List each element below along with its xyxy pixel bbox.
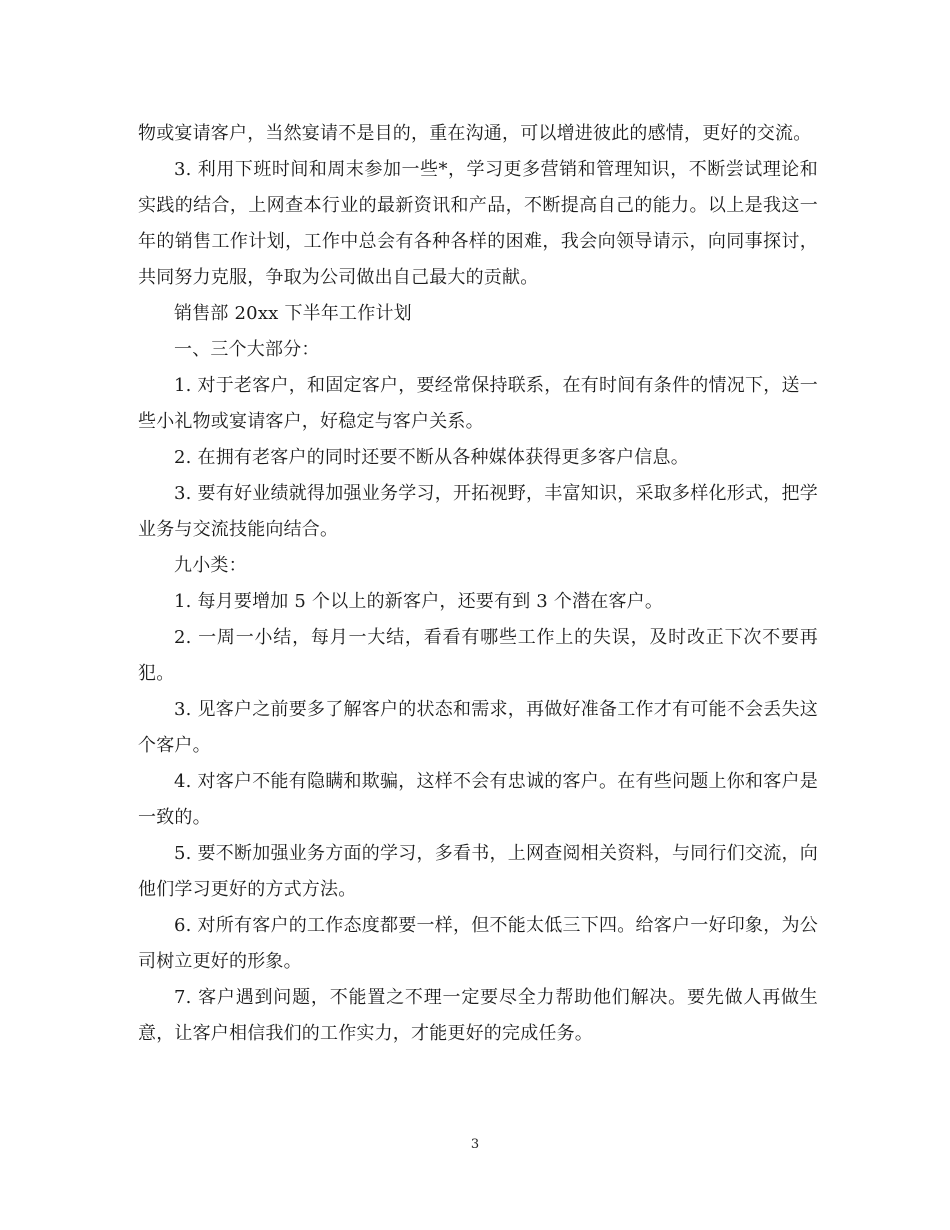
list-item: 7. 客户遇到问题，不能置之不理一定要尽全力帮助他们解决。要先做人再做生意，让客户相信我们的工作实力，才能更好的完成任务。: [138, 987, 818, 1044]
list-item: 6. 对所有客户的工作态度都要一样，但不能太低三下四。给客户一好印象，为公司树立更好的形象。: [138, 915, 818, 972]
page-number: 3: [470, 1137, 480, 1152]
list-item: 3. 要有好业绩就得加强业务学习，开拓视野，丰富知识，采取多样化形式，把学业务与交流技能向结合。: [138, 483, 818, 540]
list-item: 3. 见客户之前要多了解客户的状态和需求，再做好准备工作才有可能不会丢失这个客户。: [138, 699, 818, 756]
paragraph: 物或宴请客户，当然宴请不是目的，重在沟通，可以增进彼此的感情，更好的交流。: [138, 123, 812, 144]
section-heading: 九小类：: [174, 555, 247, 576]
list-item: 1. 每月要增加 5 个以上的新客户，还要有到 3 个潜在客户。: [174, 591, 664, 612]
list-item: 5. 要不断加强业务方面的学习，多看书，上网查阅相关资料，与同行们交流，向他们学习更好的方式方法。: [138, 843, 818, 900]
list-item: 2. 在拥有老客户的同时还要不断从各种媒体获得更多客户信息。: [174, 447, 689, 468]
list-item: 1. 对于老客户，和固定客户，要经常保持联系，在有时间有条件的情况下，送一些小礼物或宴请客户，好稳定与客户关系。: [138, 375, 818, 432]
document-body: [138, 116, 818, 1052]
section-heading: 一、三个大部分：: [174, 339, 320, 360]
paragraph: 3. 利用下班时间和周末参加一些*，学习更多营销和管理知识，不断尝试理论和实践的结合，上网查本行业的最新资讯和产品，不断提高自己的能力。以上是我这一年的销售工作计划，工作中总会有各种各样的困难，我会向领导请示，向同事探讨，共同努力克服，争取为公司做出自己最大的贡献。: [138, 159, 818, 288]
list-item: 2. 一周一小结，每月一大结，看看有哪些工作上的失误，及时改正下次不要再犯。: [138, 627, 818, 684]
section-heading: 销售部 20xx 下半年工作计划: [174, 303, 412, 324]
list-item: 4. 对客户不能有隐瞒和欺骗，这样不会有忠诚的客户。在有些问题上你和客户是一致的。: [138, 771, 818, 828]
